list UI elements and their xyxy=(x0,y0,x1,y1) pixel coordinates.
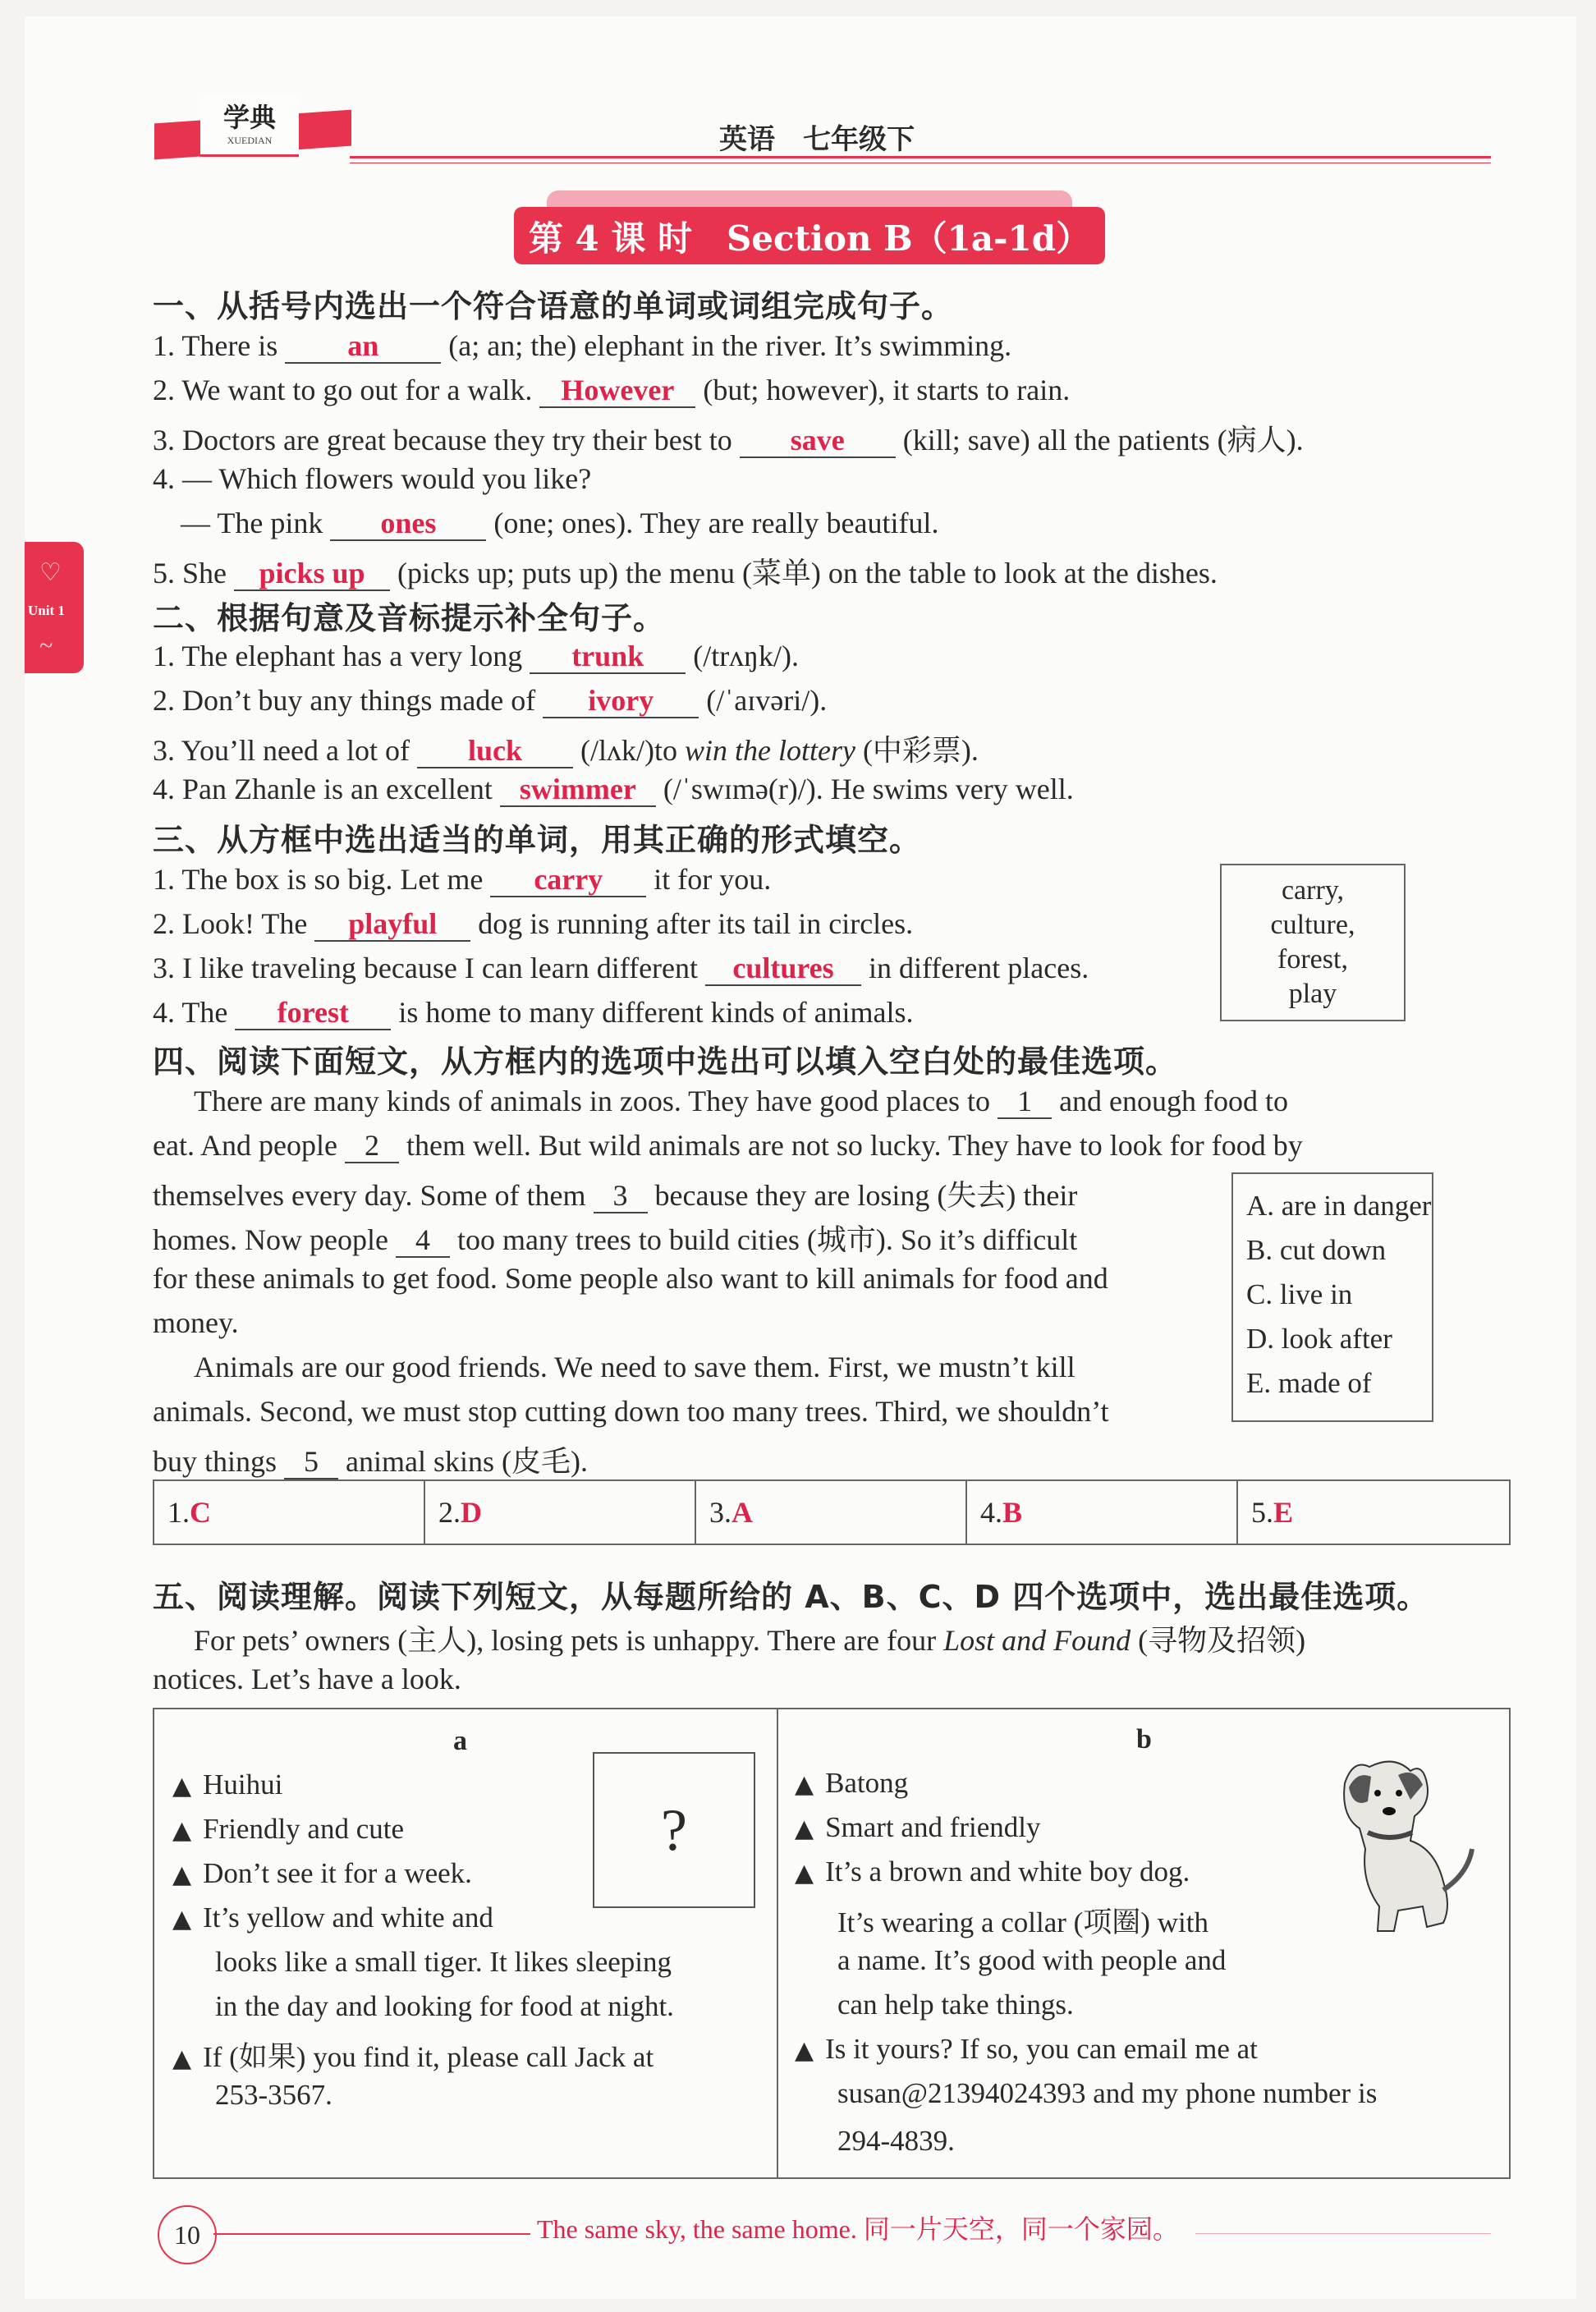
option-item: A. are in danger xyxy=(1246,1190,1432,1222)
section1-title: 一、从括号内选出一个符合语意的单词或词组完成句子。 xyxy=(153,288,954,324)
dog-illustration xyxy=(1320,1750,1484,1939)
answer-value: D xyxy=(461,1496,482,1529)
answer-value: A xyxy=(732,1496,753,1529)
s3-q3-blank xyxy=(705,953,861,986)
s4-l4b: too many trees to build cities (城市). So it’s difficult xyxy=(456,1223,1078,1256)
answer-cell-3 xyxy=(696,1481,967,1544)
s2-q4-post: (/ˈswɪmə(r)/). He swims very well. xyxy=(663,773,1074,805)
notice-b-item xyxy=(795,2033,1258,2066)
word-box-item: carry, xyxy=(1281,875,1345,906)
s4-line7: Animals are our good friends. We need to save them. First, we mustn’t kill xyxy=(194,1351,1075,1383)
s1-q1-answer: an xyxy=(347,329,379,362)
logo-cn: 学典 xyxy=(222,102,276,133)
s2-q4-blank xyxy=(500,774,656,807)
s4-l2b: them well. But wild animals are not so lucky. They have to look for food by xyxy=(406,1129,1303,1162)
notice-a-text: Friendly and cute xyxy=(203,1813,405,1845)
s3-q1-post: it for you. xyxy=(654,863,772,896)
triangle-bullet-icon: ▲ xyxy=(172,2044,192,2073)
s3-q3 xyxy=(153,951,1089,986)
notice-a-label: a xyxy=(453,1726,467,1756)
s2-q2 xyxy=(153,683,827,718)
s4-l4a: homes. Now people xyxy=(153,1223,388,1256)
s1-q3-pre: 3. Doctors are great because they try their best to xyxy=(153,424,732,456)
worksheet-page xyxy=(25,16,1576,2299)
s2-q4-answer: swimmer xyxy=(519,773,636,805)
notice-a-text: 253-3567. xyxy=(215,2079,332,2111)
notice-b-text: It’s wearing a collar (项圈) with xyxy=(837,1906,1208,1938)
s3-q4 xyxy=(153,995,914,1030)
dog-icon xyxy=(1320,1750,1484,1939)
notice-a-item xyxy=(172,1901,493,1934)
s5-intro2: notices. Let’s have a look. xyxy=(153,1663,461,1695)
s4-line5: for these animals to get food. Some people also want to kill animals for food and xyxy=(153,1262,1108,1295)
s5-intro-italic: Lost and Found xyxy=(943,1624,1131,1657)
s5-intro1b: (寻物及招领) xyxy=(1138,1624,1306,1657)
notice-a-text: in the day and looking for food at night. xyxy=(215,1990,674,2022)
header xyxy=(128,89,1524,179)
section4-title: 四、阅读下面短文，从方框内的选项中选出可以填入空白处的最佳选项。 xyxy=(153,1044,1178,1080)
section3-title: 三、从方框中选出适当的单词，用其正确的形式填空。 xyxy=(153,822,922,858)
answer-num: 3. xyxy=(709,1496,732,1529)
s4-blank-4: 4 xyxy=(396,1225,450,1258)
option-item: D. look after xyxy=(1246,1323,1392,1355)
s4-blank-5: 5 xyxy=(284,1447,338,1479)
option-item: C. live in xyxy=(1246,1278,1353,1310)
s2-q1-pre: 1. The elephant has a very long xyxy=(153,640,523,672)
answer-value: E xyxy=(1273,1496,1294,1529)
s3-q2-pre: 2. Look! The xyxy=(153,907,308,940)
s2-q3-pre: 3. You’ll need a lot of xyxy=(153,734,410,767)
footer-motto: The same sky, the same home. 同一片天空，同一个家园。 xyxy=(530,2209,1186,2246)
s3-q1-blank xyxy=(490,865,646,897)
notices-box xyxy=(153,1708,1511,2179)
answer-cell-5 xyxy=(1238,1481,1506,1544)
s4-blank-2: 2 xyxy=(345,1131,399,1163)
s1-q4b-pre: — The pink xyxy=(181,507,323,539)
s3-q2-blank xyxy=(314,909,470,942)
answer-num: 2. xyxy=(438,1496,461,1529)
s1-q3-answer: save xyxy=(790,424,845,456)
s5-intro1a: For pets’ owners (主人), losing pets is unhappy. There are four xyxy=(194,1624,937,1657)
answer-num: 1. xyxy=(167,1496,190,1529)
s2-q4 xyxy=(153,772,1074,807)
notices-divider xyxy=(777,1709,778,2177)
s1-q5-pre: 5. She xyxy=(153,557,227,589)
notice-b-item xyxy=(795,1856,1190,1888)
wing-icon: ♡ xyxy=(39,559,62,586)
s1-q5-answer: picks up xyxy=(259,557,365,589)
s3-q2-answer: playful xyxy=(348,907,438,940)
s3-q3-pre: 3. I like traveling because I can learn different xyxy=(153,952,699,984)
s1-q5 xyxy=(153,550,1218,592)
s3-q1-answer: carry xyxy=(534,863,603,896)
s2-q3-post2: (中彩票). xyxy=(862,734,979,767)
header-rule xyxy=(350,156,1491,158)
notice-b-text: It’s a brown and white boy dog. xyxy=(825,1856,1190,1888)
s2-q3-italic: win the lottery xyxy=(684,734,855,767)
s1-q1-pre: 1. There is xyxy=(153,329,278,362)
notice-b-text: can help take things. xyxy=(837,1989,1074,2021)
s4-line9 xyxy=(153,1438,588,1480)
notice-a-item xyxy=(172,1813,404,1846)
question-mark: ? xyxy=(661,1797,687,1863)
answer-value: B xyxy=(1002,1496,1023,1529)
s1-q4b xyxy=(181,506,938,541)
unit-label: Unit 1 xyxy=(28,603,65,618)
notice-b-text: Smart and friendly xyxy=(825,1811,1041,1843)
notice-a-text: If (如果) you find it, please call Jack at xyxy=(203,2041,654,2073)
header-subject: 英语 七年级下 xyxy=(719,123,915,156)
s1-q2-answer: However xyxy=(561,374,675,406)
s3-q4-pre: 4. The xyxy=(153,996,228,1029)
s3-q3-post: in different places. xyxy=(869,952,1089,984)
s1-q4-answer: ones xyxy=(380,507,437,539)
s4-l2a: eat. And people xyxy=(153,1129,337,1162)
s1-q1 xyxy=(153,328,1011,364)
s2-q1-post: (/trʌŋk/). xyxy=(693,640,799,672)
notice-b-text: a name. It’s good with people and xyxy=(837,1944,1227,1976)
mystery-photo-frame xyxy=(593,1752,755,1908)
answer-num: 4. xyxy=(980,1496,1002,1529)
option-item: B. cut down xyxy=(1246,1234,1387,1266)
page-number-circle xyxy=(158,2205,217,2264)
notice-a-text: Don’t see it for a week. xyxy=(203,1857,472,1889)
answer-cell-2 xyxy=(425,1481,696,1544)
option-item: E. made of xyxy=(1246,1367,1372,1399)
s4-line6: money. xyxy=(153,1306,239,1339)
s4-l1b: and enough food to xyxy=(1059,1085,1289,1117)
footer xyxy=(128,2200,1524,2266)
notice-b-label: b xyxy=(1136,1724,1152,1755)
s1-q3 xyxy=(153,417,1304,459)
lesson-title-banner xyxy=(514,190,1105,264)
s2-q3-answer: luck xyxy=(467,734,522,767)
s1-q3-blank xyxy=(740,425,896,458)
notice-a-item xyxy=(172,1768,282,1801)
notice-b-item xyxy=(795,1767,908,1800)
s1-q3-post: (kill; save) all the patients (病人). xyxy=(902,424,1304,456)
s2-q3-blank xyxy=(417,736,573,768)
triangle-bullet-icon: ▲ xyxy=(172,1772,192,1801)
s1-q1-post: (a; an; the) elephant in the river. It’s swimming. xyxy=(448,329,1012,362)
s3-q2 xyxy=(153,906,913,942)
triangle-bullet-icon: ▲ xyxy=(172,1905,192,1934)
notice-a-item xyxy=(172,1857,472,1890)
triangle-bullet-icon: ▲ xyxy=(795,1770,814,1799)
s2-q2-post: (/ˈaɪvəri/). xyxy=(706,684,828,717)
s2-q4-pre: 4. Pan Zhanle is an excellent xyxy=(153,773,493,805)
s1-q2-post: (but; however), it starts to rain. xyxy=(703,374,1071,406)
notice-b-text: Is it yours? If so, you can email me at xyxy=(825,2033,1258,2065)
triangle-bullet-icon: ▲ xyxy=(795,2036,814,2065)
answer-table xyxy=(153,1479,1511,1545)
s3-q1 xyxy=(153,862,771,897)
triangle-bullet-icon: ▲ xyxy=(172,1816,192,1845)
logo xyxy=(200,97,299,157)
answer-num: 5. xyxy=(1251,1496,1273,1529)
s2-q3-post1: (/lʌk/)to xyxy=(580,734,677,767)
section2-title: 二、根据句意及音标提示补全句子。 xyxy=(153,600,666,636)
s2-q2-pre: 2. Don’t buy any things made of xyxy=(153,684,536,717)
s2-q1-answer: trunk xyxy=(571,640,644,672)
s2-q2-blank xyxy=(543,686,699,718)
swirl-icon: ~ xyxy=(39,632,53,659)
s1-q1-blank xyxy=(285,331,441,364)
s3-q4-answer: forest xyxy=(277,996,349,1029)
section5-title: 五、阅读理解。阅读下列短文，从每题所给的 A、B、C、D 四个选项中，选出最佳选项。 xyxy=(153,1579,1429,1615)
s4-line2 xyxy=(153,1128,1303,1163)
answer-cell-4 xyxy=(967,1481,1238,1544)
triangle-bullet-icon: ▲ xyxy=(795,1814,814,1843)
s4-l9b: animal skins (皮毛). xyxy=(346,1445,588,1478)
s3-q4-blank xyxy=(235,998,391,1030)
s3-q4-post: is home to many different kinds of animals. xyxy=(398,996,914,1029)
word-box-item: forest, xyxy=(1277,944,1348,975)
s2-q1-blank xyxy=(530,641,686,674)
s3-q1-pre: 1. The box is so big. Let me xyxy=(153,863,484,896)
notice-b-text: 294-4839. xyxy=(837,2125,955,2157)
s2-q2-answer: ivory xyxy=(588,684,654,717)
s1-q2-pre: 2. We want to go out for a walk. xyxy=(153,374,533,406)
logo-en: XUEDIAN xyxy=(227,135,273,146)
s2-q3 xyxy=(153,727,979,769)
s1-q4b-post: (one; ones). They are really beautiful. xyxy=(493,507,939,539)
s5-intro1 xyxy=(194,1617,1305,1659)
word-box-item: culture, xyxy=(1270,910,1355,940)
s4-line4 xyxy=(153,1217,1077,1259)
page-number: 10 xyxy=(174,2220,200,2250)
s1-q2-blank xyxy=(539,375,695,408)
notice-b-text: susan@21394024393 and my phone number is xyxy=(837,2077,1378,2109)
answer-cell-1 xyxy=(154,1481,425,1544)
s4-l3a: themselves every day. Some of them xyxy=(153,1179,586,1212)
word-box-item: play xyxy=(1288,979,1337,1009)
s4-line8: animals. Second, we must stop cutting down too many trees. Third, we shouldn’t xyxy=(153,1395,1109,1428)
s4-line1 xyxy=(194,1084,1288,1119)
s4-blank-1: 1 xyxy=(998,1086,1052,1119)
s4-l3b: because they are losing (失去) their xyxy=(654,1179,1078,1212)
answer-value: C xyxy=(190,1496,211,1529)
s4-l1a: There are many kinds of animals in zoos. They have good places to xyxy=(194,1085,991,1117)
s2-q1 xyxy=(153,639,799,674)
s1-q4-blank xyxy=(330,508,486,541)
notice-a-text: It’s yellow and white and xyxy=(203,1901,493,1934)
s3-q3-answer: cultures xyxy=(732,952,834,984)
notice-b-item xyxy=(795,1811,1041,1844)
triangle-bullet-icon: ▲ xyxy=(795,1859,814,1888)
s1-q5-post: (picks up; puts up) the menu (菜单) on the table to look at the dishes. xyxy=(397,557,1218,589)
notice-a-item xyxy=(172,2034,654,2076)
s4-l9a: buy things xyxy=(153,1445,277,1478)
s4-line3 xyxy=(153,1172,1077,1214)
s1-q2 xyxy=(153,373,1070,408)
notice-a-text: Huihui xyxy=(203,1768,283,1801)
s1-q4a: 4. — Which flowers would you like? xyxy=(153,462,592,495)
s4-blank-3: 3 xyxy=(594,1181,648,1213)
footer-rule-right xyxy=(1195,2233,1491,2234)
s3-q2-post: dog is running after its tail in circles. xyxy=(478,907,914,940)
word-box xyxy=(1220,864,1406,1021)
lesson-title: 第 4 课 时 Section B（1a-1d） xyxy=(528,218,1091,259)
s1-q5-blank xyxy=(234,558,390,591)
notice-b-text: Batong xyxy=(825,1767,909,1799)
notice-a-text: looks like a small tiger. It likes sleeping xyxy=(215,1946,672,1978)
unit-side-tab xyxy=(25,542,84,673)
options-box xyxy=(1231,1172,1433,1422)
triangle-bullet-icon: ▲ xyxy=(172,1860,192,1889)
